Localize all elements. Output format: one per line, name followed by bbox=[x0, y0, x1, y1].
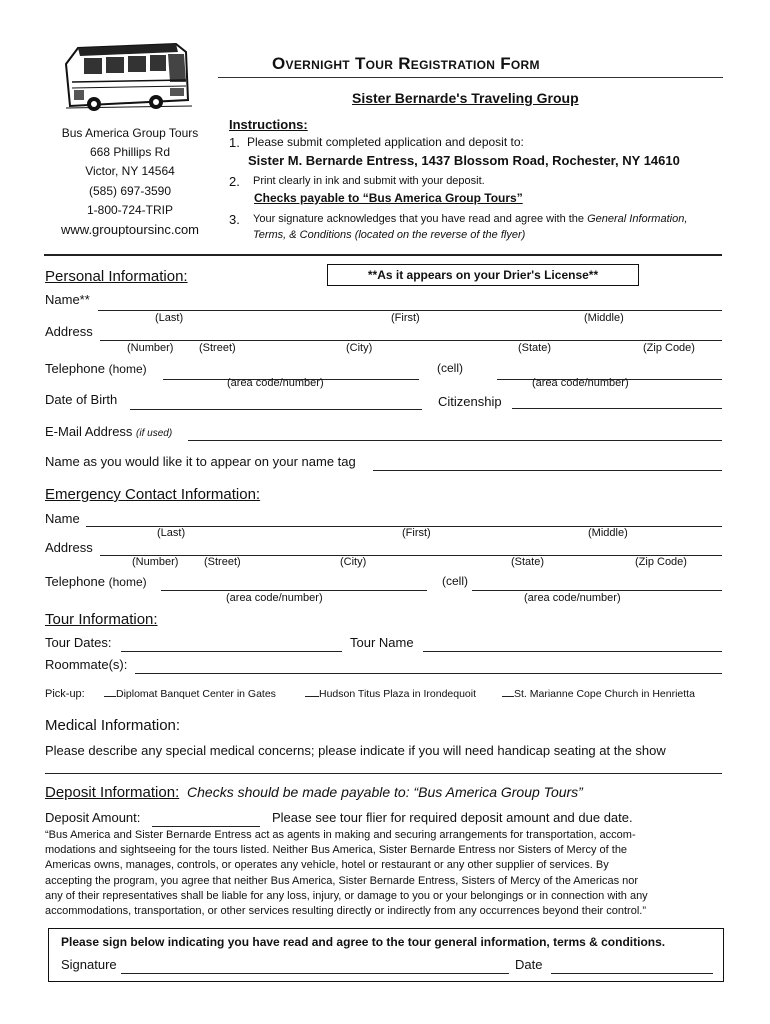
personal-first-caption: (First) bbox=[391, 312, 420, 324]
personal-city-caption: (City) bbox=[346, 342, 373, 354]
instruction-2-number: 2. bbox=[229, 174, 240, 189]
instruction-1-text: Please submit completed application and deposit to: bbox=[247, 135, 524, 149]
emergency-home-areacode-caption: (area code/number) bbox=[226, 592, 323, 604]
emergency-address-label: Address bbox=[45, 540, 93, 555]
deposit-checks-note: Checks should be made payable to: “Bus America Group Tours” bbox=[187, 784, 583, 800]
date-label: Date bbox=[515, 957, 543, 972]
personal-home-text: (home) bbox=[108, 362, 147, 376]
emergency-middle-caption: (Middle) bbox=[588, 527, 628, 539]
medical-heading: Medical Information: bbox=[45, 717, 181, 734]
pickup-option-3[interactable] bbox=[502, 688, 695, 700]
personal-name-label: Name** bbox=[45, 292, 90, 307]
personal-home-areacode-caption: (area code/number) bbox=[227, 377, 324, 389]
company-tollfree: 1-800-724-TRIP bbox=[86, 202, 174, 217]
personal-cell-areacode-caption: (area code/number) bbox=[532, 377, 629, 389]
deposit-amount-note: Please see tour flier for required deposit amount and due date. bbox=[272, 810, 633, 825]
email-input[interactable] bbox=[188, 422, 722, 441]
signature-label: Signature bbox=[61, 957, 117, 972]
instruction-2-checks: Checks payable to “Bus America Group Tours” bbox=[254, 191, 523, 205]
emergency-address-input[interactable] bbox=[100, 537, 722, 556]
deposit-amount-label: Deposit Amount: bbox=[45, 810, 141, 825]
dob-label: Date of Birth bbox=[45, 392, 118, 407]
emergency-home-phone-input[interactable] bbox=[161, 572, 427, 591]
emergency-number-caption: (Number) bbox=[132, 556, 179, 568]
legal-line-3: Americas owns, manages, controls, or operates any vehicle, hotel or restaurant or any other supplier of services. By bbox=[45, 859, 609, 872]
tour-name-input[interactable] bbox=[423, 633, 722, 652]
legal-line-2: modations and sightseeing for the tours listed. Neither Bus America, Sister Bernarde Entress nor Sisters of Mercy of the bbox=[45, 844, 628, 857]
roommate-input[interactable] bbox=[135, 655, 722, 674]
instruction-3-text bbox=[253, 213, 687, 225]
company-city: Victor, NY 14564 bbox=[85, 164, 175, 179]
medical-text: Please describe any special medical concerns; please indicate if you will need handicap seating at the show bbox=[45, 743, 666, 758]
pickup-3-blank[interactable] bbox=[502, 696, 514, 697]
license-note: **As it appears on your Drier's License** bbox=[327, 264, 639, 286]
emergency-telephone-label bbox=[45, 574, 147, 589]
personal-number-caption: (Number) bbox=[127, 342, 174, 354]
tour-dates-input[interactable] bbox=[121, 633, 342, 652]
legal-line-4: accepting the program, you agree that neither Bus America, Sister Bernarde Entress, Sisters of Mercy of the Americas nor bbox=[45, 874, 639, 887]
deposit-amount-input[interactable] bbox=[152, 808, 260, 827]
emergency-zip-caption: (Zip Code) bbox=[635, 556, 687, 568]
pickup-1-text: Diplomat Banquet Center in Gates bbox=[116, 688, 276, 700]
legal-line-1: “Bus America and Sister Bernarde Entress act as agents in making and securing arrangements for transportation, accom- bbox=[45, 829, 636, 841]
emergency-cell-phone-input[interactable] bbox=[472, 572, 722, 591]
personal-telephone-text: Telephone bbox=[45, 361, 105, 376]
personal-cell-label: (cell) bbox=[437, 361, 463, 375]
instructions-heading: Instructions: bbox=[229, 117, 308, 132]
deposit-heading: Deposit Information: bbox=[45, 784, 180, 801]
emergency-cell-areacode-caption: (area code/number) bbox=[524, 592, 621, 604]
roommate-label: Roommate(s): bbox=[45, 657, 128, 672]
pickup-1-blank[interactable] bbox=[104, 696, 116, 697]
emergency-home-text: (home) bbox=[108, 575, 147, 589]
title-rule bbox=[218, 77, 723, 78]
company-website[interactable]: www.grouptoursinc.com bbox=[61, 222, 199, 238]
instruction-2-text: Print clearly in ink and submit with your deposit. bbox=[253, 175, 485, 187]
form-subtitle: Sister Bernarde's Traveling Group bbox=[352, 90, 579, 106]
instructions-rule bbox=[44, 254, 722, 256]
pickup-3-text: St. Marianne Cope Church in Henrietta bbox=[514, 688, 695, 700]
emergency-cell-label: (cell) bbox=[442, 574, 468, 588]
tour-heading: Tour Information: bbox=[45, 611, 158, 628]
emergency-name-input[interactable] bbox=[86, 508, 722, 527]
pickup-label: Pick-up: bbox=[45, 688, 85, 700]
instruction-1-number: 1. bbox=[229, 135, 240, 150]
signature-box bbox=[48, 928, 724, 982]
citizenship-input[interactable] bbox=[512, 390, 722, 409]
instruction-3-text-b: Terms, & Conditions (located on the reverse of the flyer) bbox=[253, 229, 526, 241]
instruction-3-number: 3. bbox=[229, 212, 240, 227]
personal-middle-caption: (Middle) bbox=[584, 312, 624, 324]
instruction-3-text-italic: General Information, bbox=[587, 213, 688, 225]
emergency-telephone-text: Telephone bbox=[45, 574, 105, 589]
email-hint: (if used) bbox=[136, 428, 173, 439]
signature-prompt: Please sign below indicating you have read and agree to the tour general information, terms & conditions. bbox=[61, 935, 666, 949]
medical-input[interactable] bbox=[45, 755, 722, 774]
pickup-option-2[interactable] bbox=[305, 688, 476, 700]
personal-telephone-label bbox=[45, 361, 147, 376]
nametag-input[interactable] bbox=[373, 452, 722, 471]
personal-heading: Personal Information: bbox=[45, 268, 188, 285]
pickup-option-1[interactable] bbox=[104, 688, 276, 700]
form-title: Overnight Tour Registration Form bbox=[272, 54, 540, 73]
legal-line-5: any of their representatives shall be liable for any loss, injury, or damage to you or your belongings or in connection with any bbox=[45, 889, 648, 902]
emergency-state-caption: (State) bbox=[511, 556, 545, 568]
personal-street-caption: (Street) bbox=[199, 342, 236, 354]
email-label-text: E-Mail Address bbox=[45, 424, 133, 439]
citizenship-label: Citizenship bbox=[438, 394, 502, 409]
instruction-1-address: Sister M. Bernarde Entress, 1437 Blossom Road, Rochester, NY 14610 bbox=[248, 153, 680, 168]
legal-line-6: accommodations, transportation, or other services resulting directly or indirectly from any occurrences beyond their control.” bbox=[45, 905, 646, 918]
company-info bbox=[40, 124, 220, 239]
emergency-first-caption: (First) bbox=[402, 527, 431, 539]
signature-input[interactable] bbox=[121, 955, 509, 974]
emergency-street-caption: (Street) bbox=[204, 556, 241, 568]
tour-dates-label: Tour Dates: bbox=[45, 635, 112, 650]
dob-input[interactable] bbox=[130, 391, 422, 410]
emergency-heading: Emergency Contact Information: bbox=[45, 486, 261, 503]
company-street: 668 Phillips Rd bbox=[89, 145, 171, 160]
personal-zip-caption: (Zip Code) bbox=[643, 342, 695, 354]
instruction-3-text-a: Your signature acknowledges that you have read and agree with the bbox=[253, 213, 588, 225]
date-input[interactable] bbox=[551, 955, 713, 974]
company-phone: (585) 697-3590 bbox=[88, 183, 172, 198]
emergency-last-caption: (Last) bbox=[157, 527, 186, 539]
emergency-city-caption: (City) bbox=[340, 556, 367, 568]
legal-text bbox=[45, 828, 648, 919]
personal-last-caption: (Last) bbox=[155, 312, 184, 324]
nametag-label: Name as you would like it to appear on your name tag bbox=[45, 454, 356, 469]
personal-name-input[interactable] bbox=[98, 292, 722, 311]
tour-name-label: Tour Name bbox=[350, 635, 414, 650]
pickup-2-blank[interactable] bbox=[305, 696, 319, 697]
bus-illustration bbox=[58, 42, 196, 114]
pickup-2-text: Hudson Titus Plaza in Irondequoit bbox=[319, 688, 477, 700]
deposit-heading-row bbox=[45, 784, 583, 801]
personal-address-label: Address bbox=[45, 324, 93, 339]
personal-address-input[interactable] bbox=[100, 322, 722, 341]
email-label bbox=[45, 424, 172, 439]
personal-state-caption: (State) bbox=[518, 342, 552, 354]
company-name: Bus America Group Tours bbox=[61, 126, 199, 140]
emergency-name-label: Name bbox=[45, 511, 80, 526]
